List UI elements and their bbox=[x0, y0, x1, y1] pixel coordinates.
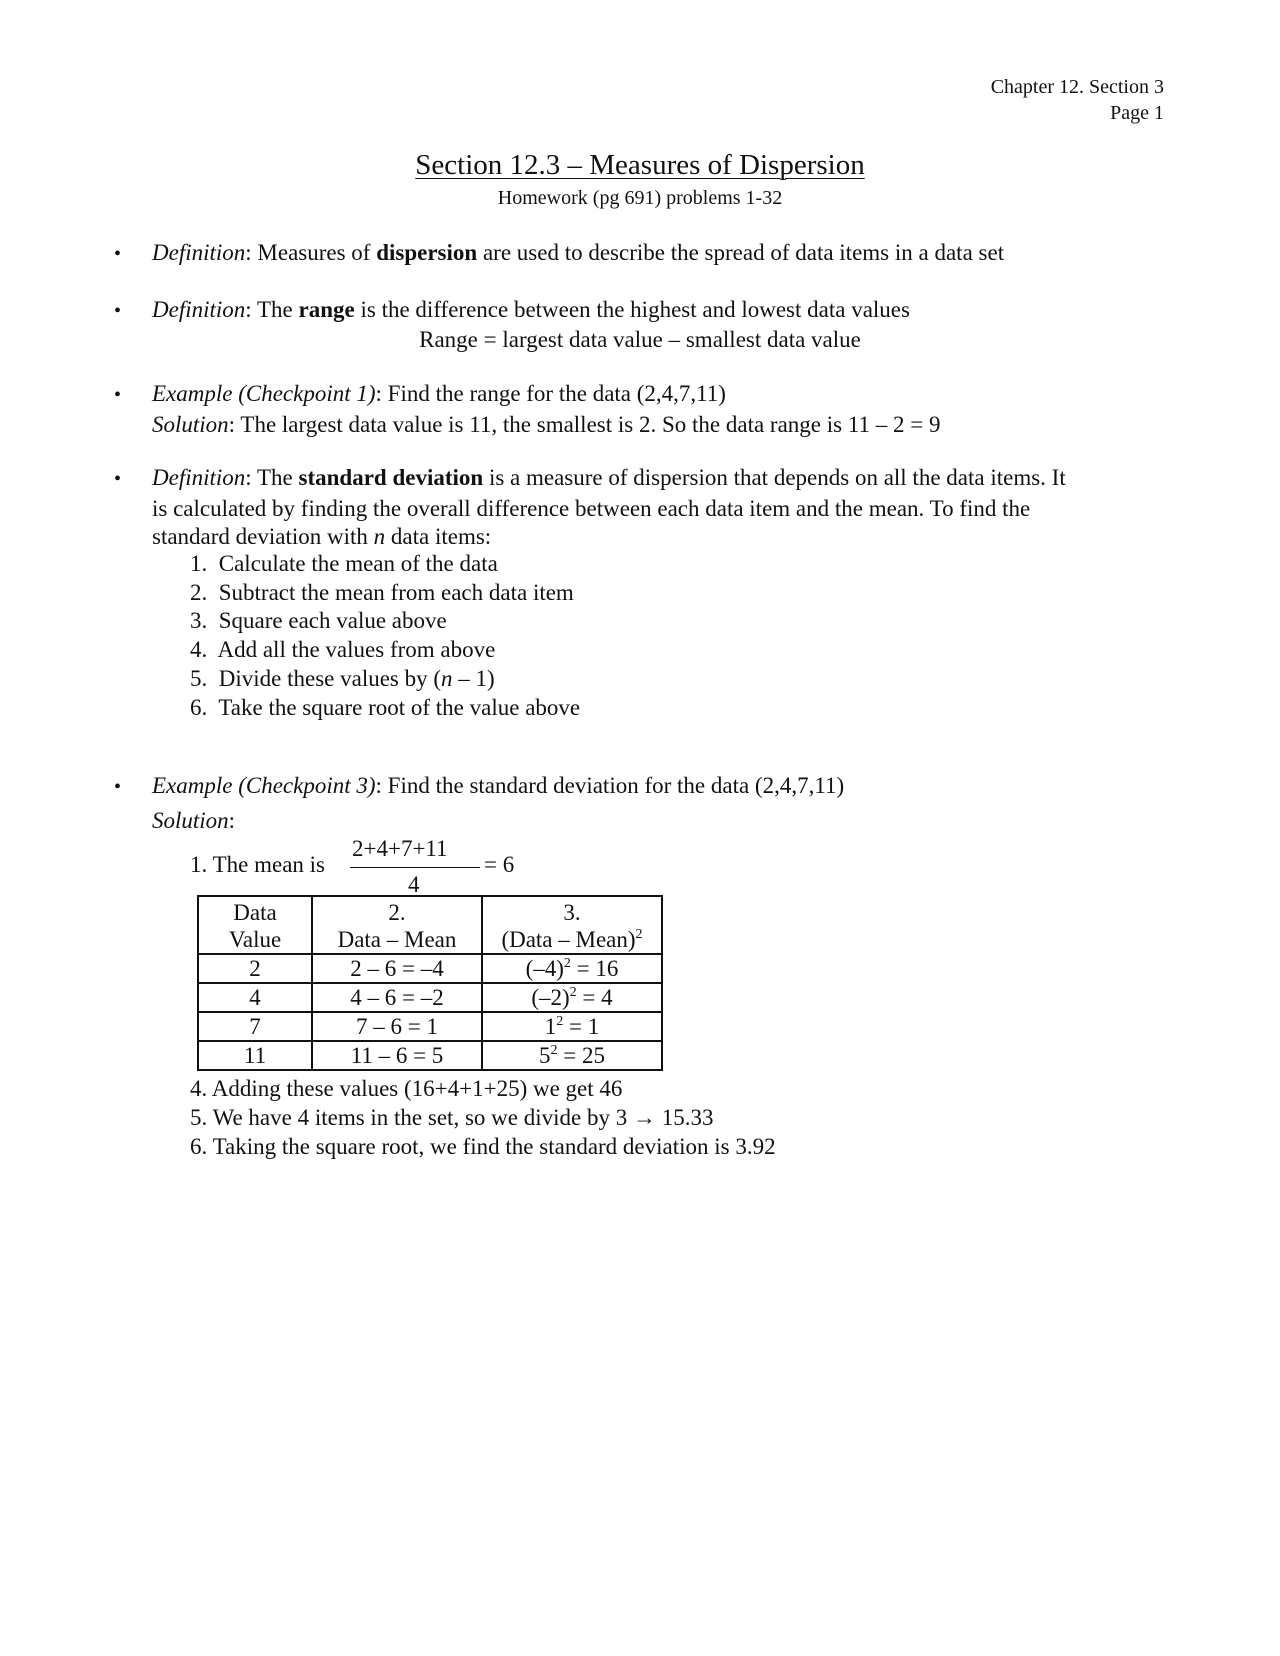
header-data-minus-mean: 2. Data – Mean bbox=[312, 896, 482, 954]
page-title: Section 12.3 – Measures of Dispersion bbox=[415, 149, 865, 181]
chapter-label: Chapter 12. Section 3 bbox=[990, 76, 1164, 98]
cell-diff: 11 – 6 = 5 bbox=[312, 1041, 482, 1070]
definition-label: Definition bbox=[152, 465, 246, 490]
definition-label: Definition bbox=[152, 297, 246, 322]
fraction-result: = 6 bbox=[484, 852, 515, 877]
solution-step-6: 6. Taking the square root, we find the standard deviation is 3.92 bbox=[190, 1134, 776, 1159]
bullet-dot: • bbox=[114, 468, 122, 490]
procedure-step: 2. Subtract the mean from each data item bbox=[190, 580, 574, 605]
bullet-dot: • bbox=[114, 776, 122, 798]
definition-range: Definition: The range is the difference between the highest and lowest data values bbox=[152, 297, 910, 322]
table-row bbox=[198, 1041, 662, 1070]
bullet-dot: • bbox=[114, 300, 122, 322]
deviation-table bbox=[197, 895, 663, 1071]
table-row bbox=[198, 1012, 662, 1041]
cell-value: 2 bbox=[198, 954, 312, 983]
cell-diff: 7 – 6 = 1 bbox=[312, 1012, 482, 1041]
table-header-row bbox=[198, 896, 662, 954]
bullet-dot: • bbox=[114, 243, 122, 265]
solution-step-4: 4. Adding these values (16+4+1+25) we get 46 bbox=[190, 1076, 623, 1101]
solution-label: Solution: bbox=[152, 808, 236, 833]
cell-value: 7 bbox=[198, 1012, 312, 1041]
example-label: Example (Checkpoint 3) bbox=[152, 773, 376, 798]
cell-square: $(-2)^2 = 4$ bbox=[482, 983, 662, 1012]
cell-value: 4 bbox=[198, 983, 312, 1012]
header-data-value: Data Value bbox=[198, 896, 312, 954]
mean-step: 1. The mean is bbox=[190, 852, 325, 877]
example-label: Example (Checkpoint 1) bbox=[152, 381, 376, 406]
term-standard-deviation: standard deviation bbox=[298, 465, 484, 490]
definition-dispersion: Definition: Measures of dispersion are used to describe the spread of data items in a data set bbox=[152, 240, 1005, 265]
definition-standard-deviation: Definition: The standard deviation is a measure of dispersion that depends on all the data items. It bbox=[152, 465, 1066, 490]
procedure-step: 1. Calculate the mean of the data bbox=[190, 551, 498, 576]
cell-square: $1^2 = 1$ bbox=[482, 1012, 662, 1041]
page-number: Page 1 bbox=[1110, 102, 1164, 124]
procedure-step: 3. Square each value above bbox=[190, 608, 447, 633]
cell-square: $5^2 = 25$ bbox=[482, 1041, 662, 1070]
fraction-denominator: 4 bbox=[408, 872, 420, 897]
solution-label: Solution bbox=[152, 412, 229, 437]
table-row bbox=[198, 983, 662, 1012]
fraction-bar bbox=[350, 867, 480, 868]
fraction-numerator: 2+4+7+11 bbox=[352, 836, 448, 861]
term-range: range bbox=[298, 297, 355, 322]
term-dispersion: dispersion bbox=[376, 240, 478, 265]
procedure-step: 6. Take the square root of the value above bbox=[190, 695, 581, 720]
definition-label: Definition bbox=[152, 240, 246, 265]
bullet-dot: • bbox=[114, 384, 122, 406]
example-checkpoint-3: Example (Checkpoint 3): Find the standard deviation for the data (2,4,7,11) bbox=[152, 773, 845, 798]
definition-line-3: standard deviation with n data items: bbox=[152, 524, 492, 549]
cell-value: 11 bbox=[198, 1041, 312, 1070]
table-row bbox=[198, 954, 662, 983]
range-formula: Range = largest data value – smallest data value bbox=[419, 327, 861, 352]
cell-diff: 2 – 6 = –4 bbox=[312, 954, 482, 983]
cell-diff: 4 – 6 = –2 bbox=[312, 983, 482, 1012]
header-squared: 3. (Data – Mean)$^2$ bbox=[482, 896, 662, 954]
procedure-step: 5. Divide these values by (n – 1) bbox=[190, 666, 495, 691]
solution-step-5: 5. We have 4 items in the set, so we divide by 3 → 15.33 bbox=[190, 1105, 714, 1130]
example-checkpoint-1: Example (Checkpoint 1): Find the range for the data (2,4,7,11) bbox=[152, 381, 726, 406]
definition-line-2: is calculated by finding the overall difference between each data item and the mean. To find the bbox=[152, 496, 1031, 521]
page-subtitle: Homework (pg 691) problems 1-32 bbox=[497, 187, 783, 209]
procedure-step: 4. Add all the values from above bbox=[190, 637, 496, 662]
solution-checkpoint-1: Solution: The largest data value is 11, the smallest is 2. So the data range is 11 – 2 = 9 bbox=[152, 412, 941, 437]
cell-square: $(-4)^2 = 16$ bbox=[482, 954, 662, 983]
